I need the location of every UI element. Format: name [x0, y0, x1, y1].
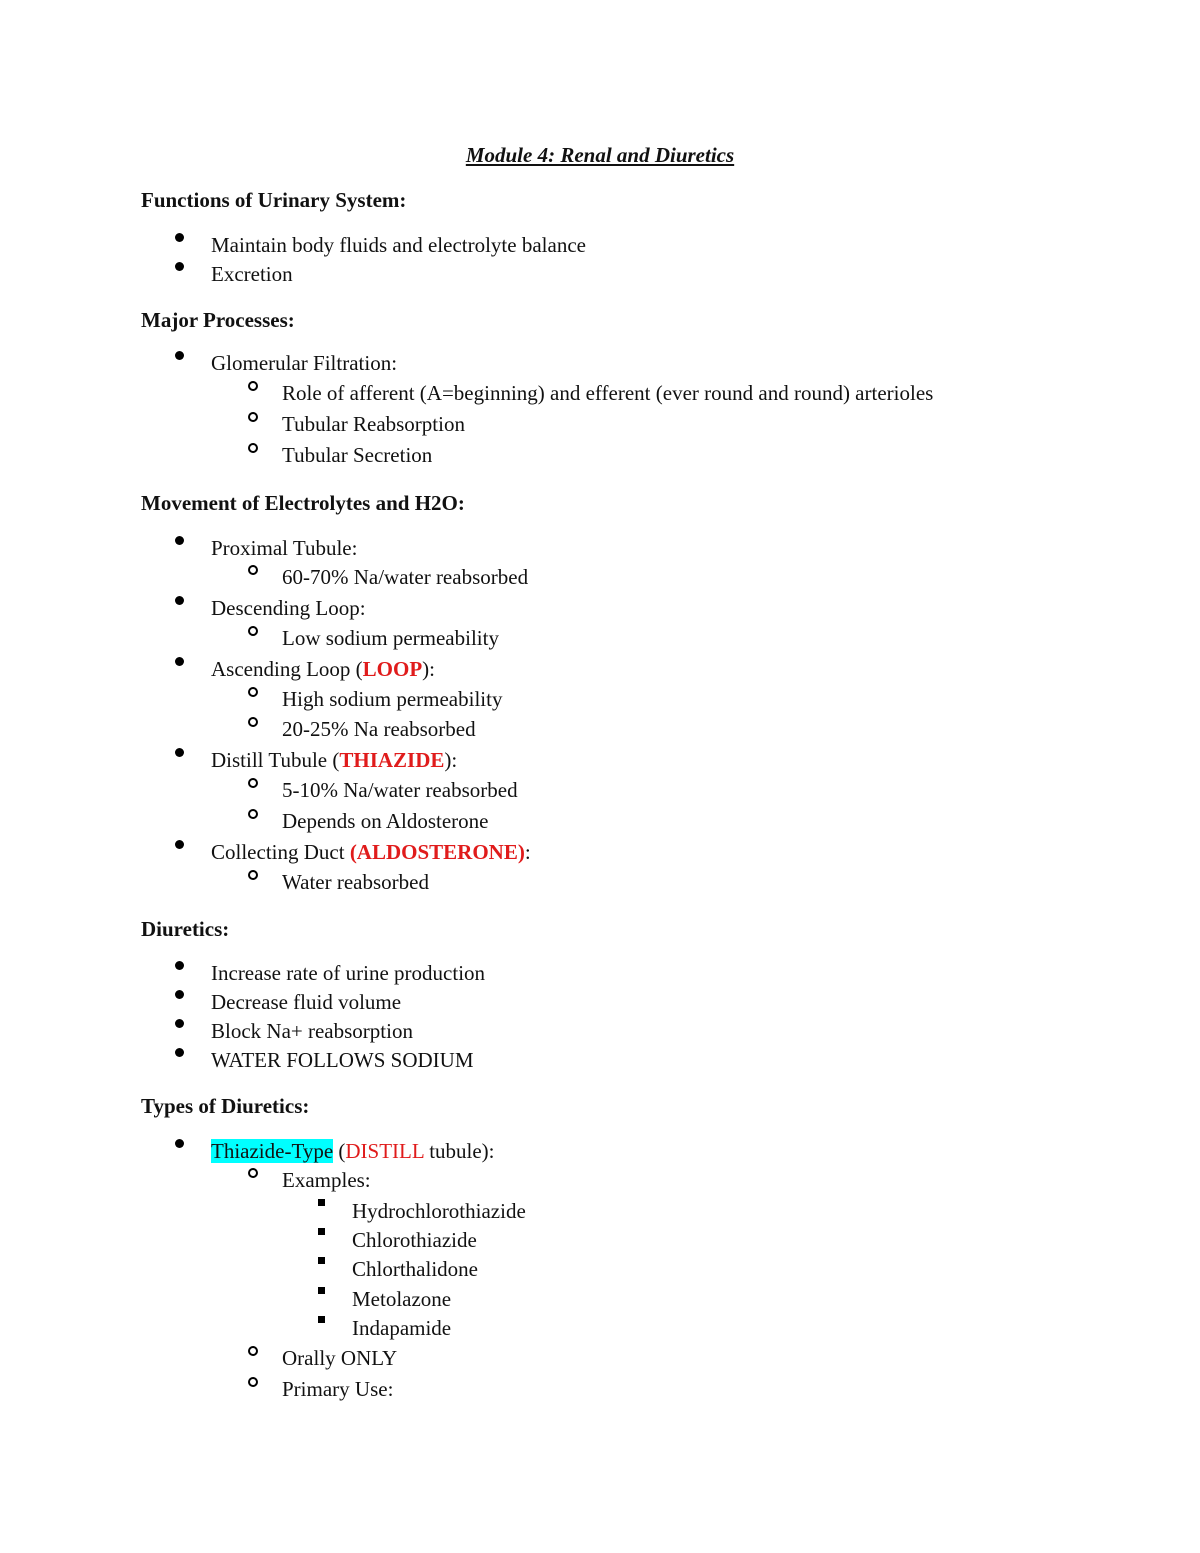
bullet-icon [175, 351, 184, 360]
list-item: Block Na+ reabsorption [211, 1019, 413, 1043]
list-item: High sodium permeability [282, 687, 502, 711]
list-item: Increase rate of urine production [211, 961, 485, 985]
list-item: Indapamide [352, 1316, 451, 1340]
circle-bullet-icon [248, 778, 258, 788]
circle-bullet-icon [248, 412, 258, 422]
square-bullet-icon [318, 1228, 325, 1235]
aldosterone-tag: (ALDOSTERONE) [349, 840, 525, 864]
list-item: Collecting Duct (ALDOSTERONE): [211, 840, 531, 864]
list-item: Low sodium permeability [282, 626, 499, 650]
list-item: 60-70% Na/water reabsorbed [282, 565, 528, 589]
circle-bullet-icon [248, 1377, 258, 1387]
circle-bullet-icon [248, 626, 258, 636]
loop-tag: LOOP [362, 657, 423, 681]
bullet-icon [175, 990, 184, 999]
bullet-icon [175, 262, 184, 271]
list-item: Decrease fluid volume [211, 990, 401, 1014]
circle-bullet-icon [248, 381, 258, 391]
circle-bullet-icon [248, 1346, 258, 1356]
list-item: Maintain body fluids and electrolyte balance [211, 233, 586, 257]
bullet-icon [175, 233, 184, 242]
list-item: Ascending Loop (LOOP): [211, 657, 435, 681]
circle-bullet-icon [248, 717, 258, 727]
bullet-icon [175, 1019, 184, 1028]
thiazide-tag: THIAZIDE [339, 748, 445, 772]
list-item: Thiazide-Type (DISTILL tubule): [211, 1139, 495, 1163]
list-item: 5-10% Na/water reabsorbed [282, 778, 518, 802]
circle-bullet-icon [248, 870, 258, 880]
list-item: Orally ONLY [282, 1346, 397, 1370]
processes-heading: Major Processes: [141, 308, 295, 332]
list-item: Proximal Tubule: [211, 536, 357, 560]
circle-bullet-icon [248, 687, 258, 697]
list-item: Hydrochlorothiazide [352, 1199, 526, 1223]
circle-bullet-icon [248, 443, 258, 453]
square-bullet-icon [318, 1287, 325, 1294]
square-bullet-icon [318, 1199, 325, 1206]
list-item: Chlorthalidone [352, 1257, 478, 1281]
list-item: Metolazone [352, 1287, 451, 1311]
list-item: Glomerular Filtration: [211, 351, 397, 375]
bullet-icon [175, 657, 184, 666]
bullet-icon [175, 840, 184, 849]
list-item: Distill Tubule (THIAZIDE): [211, 748, 457, 772]
list-item: 20-25% Na reabsorbed [282, 717, 476, 741]
list-item: Role of afferent (A=beginning) and efferent (ever round and round) arterioles [282, 381, 933, 405]
circle-bullet-icon [248, 565, 258, 575]
bullet-icon [175, 536, 184, 545]
list-item: Excretion [211, 262, 293, 286]
list-item: Tubular Reabsorption [282, 412, 465, 436]
list-item: Tubular Secretion [282, 443, 432, 467]
bullet-icon [175, 596, 184, 605]
thiazide-type-highlight: Thiazide-Type [211, 1139, 334, 1163]
distill-tag: DISTILL [345, 1139, 424, 1163]
list-item: Water reabsorbed [282, 870, 429, 894]
bullet-icon [175, 1048, 184, 1057]
page-title: Module 4: Renal and Diuretics [465, 143, 735, 167]
diuretics-heading: Diuretics: [141, 917, 230, 941]
list-item: WATER FOLLOWS SODIUM [211, 1048, 474, 1072]
bullet-icon [175, 748, 184, 757]
square-bullet-icon [318, 1316, 325, 1323]
list-item: Chlorothiazide [352, 1228, 477, 1252]
circle-bullet-icon [248, 1168, 258, 1178]
movement-heading: Movement of Electrolytes and H2O: [141, 491, 465, 515]
square-bullet-icon [318, 1257, 325, 1264]
list-item: Primary Use: [282, 1377, 393, 1401]
list-item: Examples: [282, 1168, 371, 1192]
bullet-icon [175, 961, 184, 970]
list-item: Depends on Aldosterone [282, 809, 488, 833]
list-item: Descending Loop: [211, 596, 366, 620]
types-heading: Types of Diuretics: [141, 1094, 310, 1118]
bullet-icon [175, 1139, 184, 1148]
functions-heading: Functions of Urinary System: [141, 188, 407, 212]
circle-bullet-icon [248, 809, 258, 819]
